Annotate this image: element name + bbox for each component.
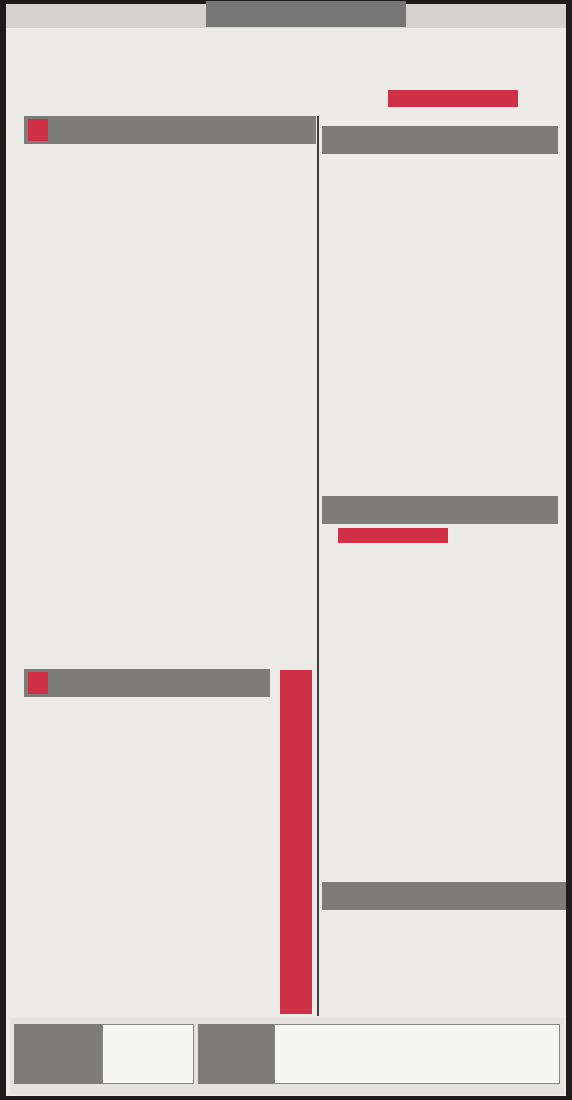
header-title bbox=[206, 1, 406, 27]
top-note bbox=[388, 90, 518, 107]
column-divider bbox=[317, 116, 319, 1016]
noodles-header bbox=[24, 116, 316, 144]
total-field[interactable] bbox=[274, 1024, 560, 1084]
no-outside-food-banner bbox=[280, 670, 312, 1014]
order-sheet bbox=[6, 4, 566, 1096]
soups-tag bbox=[28, 672, 48, 694]
noodles-tag bbox=[28, 119, 48, 141]
table-number-field[interactable] bbox=[102, 1024, 194, 1084]
fried-header bbox=[322, 126, 558, 154]
dumplings-header bbox=[322, 496, 558, 524]
table-label-box bbox=[14, 1024, 102, 1084]
soups-header bbox=[24, 669, 270, 697]
min-order-note bbox=[338, 528, 448, 543]
total-label-box bbox=[198, 1024, 274, 1084]
cakes-header bbox=[322, 882, 566, 910]
